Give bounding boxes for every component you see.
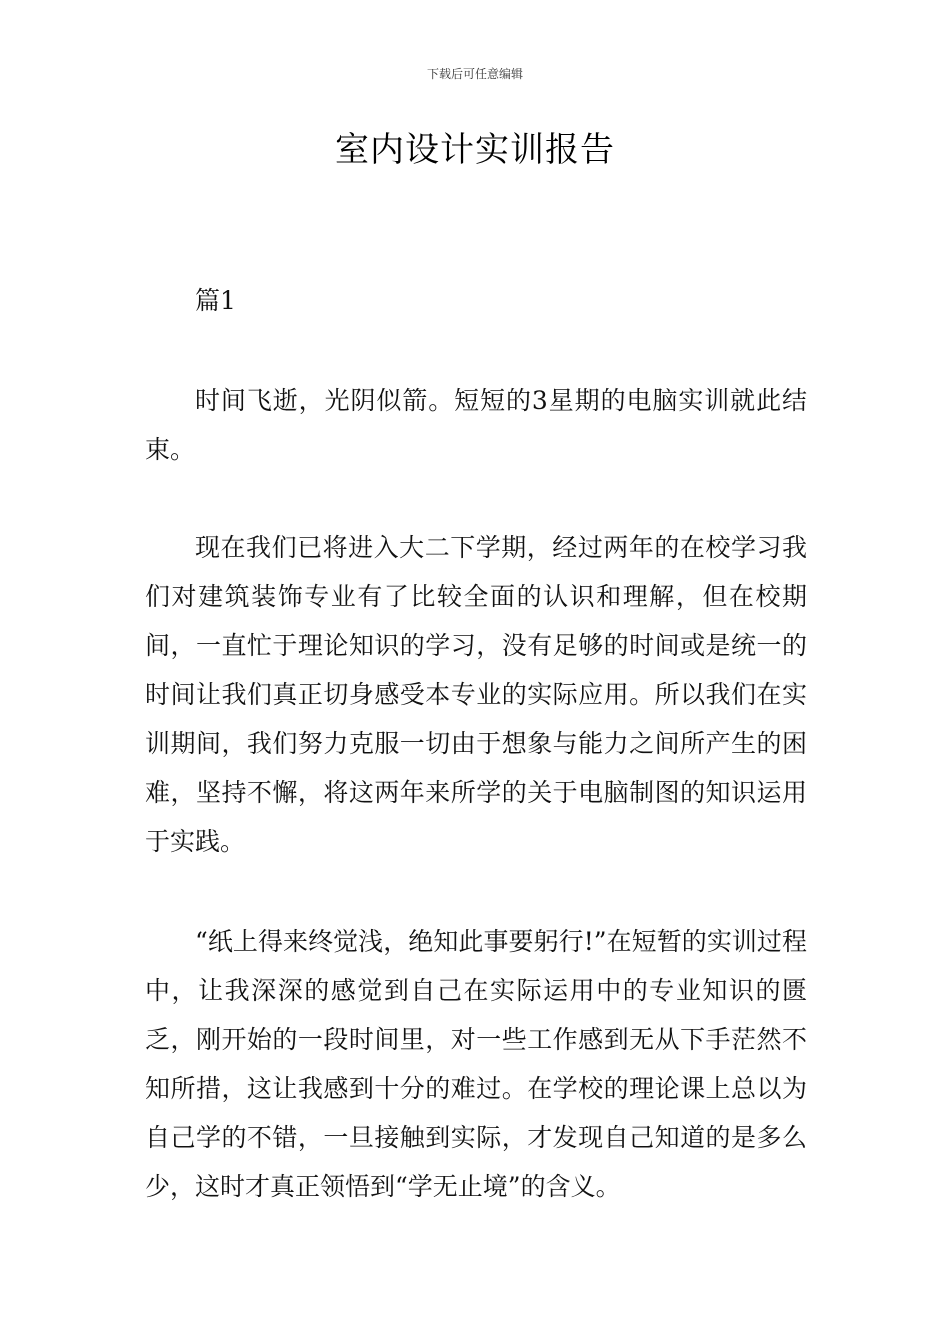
section-label: 篇1 [195,286,236,315]
paragraph-2: 现在我们已将进入大二下学期，经过两年的在校学习我们对建筑装饰专业有了比较全面的认识和理解，但在校期间，一直忙于理论知识的学习，没有足够的时间或是统一的时间让我们真正切身感受本专业的实际应用。所以我们在实训期间，我们努力克服一切由于想象与能力之间所产生的困难，坚持不懈，将这两年来所学的关于电脑制图的知识运用于实践。 [145,533,807,856]
document-title: 室内设计实训报告 [335,130,615,170]
header-note: 下载后可任意编辑 [426,67,523,81]
paragraph-3: “纸上得来终觉浅，绝知此事要躬行!”在短暂的实训过程中，让我深深的感觉到自己在实际运用中的专业知识的匮乏，刚开始的一段时间里，对一些工作感到无从下手茫然不知所措，这让我感到十分的难过。在学校的理论课上总以为自己学的不错，一旦接触到实际，才发现自己知道的是多么少，这时才真正领悟到“学无止境”的含义。 [145,927,807,1201]
paragraph-1: 时间飞逝，光阴似箭。短短的3星期的电脑实训就此结束。 [145,386,807,464]
